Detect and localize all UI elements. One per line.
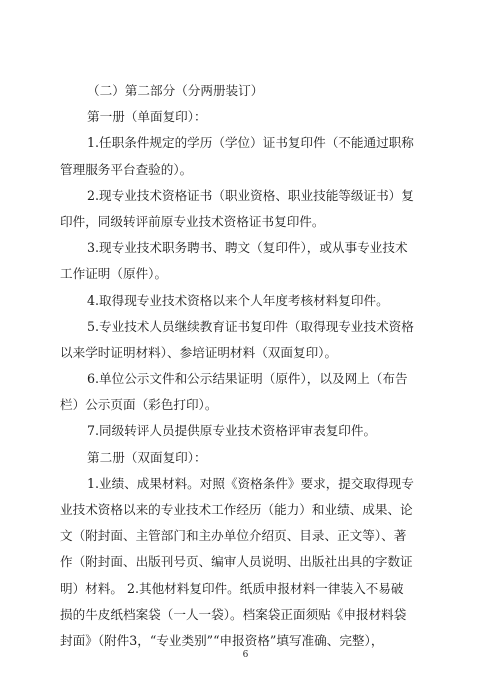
text-line: 4.取得现专业技术资格以来个人年度考核材料复印件。 <box>87 292 389 308</box>
text-line: 损的牛皮纸档案袋（一人一袋）。档案袋正面须贴《申报材料袋 <box>60 606 407 622</box>
text-line: 栏）公示页面（彩色打印）。 <box>60 397 218 413</box>
text-line: 2.现专业技术资格证书（职业资格、职业技能等级证书）复 <box>87 187 414 203</box>
section-heading: （二）第二部分（分两册装订） <box>87 83 264 98</box>
text-line: 3.现专业技术职务聘书、聘文（复印件），或从事专业技术 <box>87 240 408 256</box>
volume-two-heading: 第二册（双面复印）： <box>87 449 207 465</box>
text-line: 7.同级转评人员提供原专业技术资格评审表复印件。 <box>87 423 377 439</box>
text-line: 6.单位公示文件和公示结果证明（原件），以及网上（布告 <box>87 371 408 387</box>
text-line: 1.任职条件规定的学历（学位）证书复印件（不能通过职称 <box>87 135 414 151</box>
text-line: 1.业绩、成果材料。对照《资格条件》要求，提交取得现专 <box>87 475 414 491</box>
text-line: 业技术资格以来的专业技术工作经历（能力）和业绩、成果、论 <box>60 502 413 517</box>
text-line: 封面》（附件3，“专业类别”“申报资格”填写准确、完整）， <box>60 632 384 648</box>
text-line: 印件，同级转评前原专业技术资格证书复印件。 <box>60 213 325 229</box>
page-number: 6 <box>242 650 249 660</box>
text-line: 明）材料。 2.其他材料复印件。纸质申报材料一律装入不易破 <box>60 580 404 596</box>
text-line: 作（附封面、出版刊号页、编审人员说明、出版社出具的字数证 <box>60 554 413 570</box>
text-line: 文（附封面、主管部门和主办单位介绍页、目录、正文等）、著 <box>60 528 407 544</box>
document-body <box>60 78 436 654</box>
text-line: 工作证明（原件）。 <box>60 266 168 282</box>
text-line: 5.专业技术人员继续教育证书复印件（取得现专业技术资格 <box>87 318 414 334</box>
volume-one-heading: 第一册（单面复印）： <box>87 109 207 125</box>
text-line: 以来学时证明材料）、参培证明材料（双面复印）。 <box>60 344 338 360</box>
text-line: 管理服务平台查验的）。 <box>60 161 193 177</box>
